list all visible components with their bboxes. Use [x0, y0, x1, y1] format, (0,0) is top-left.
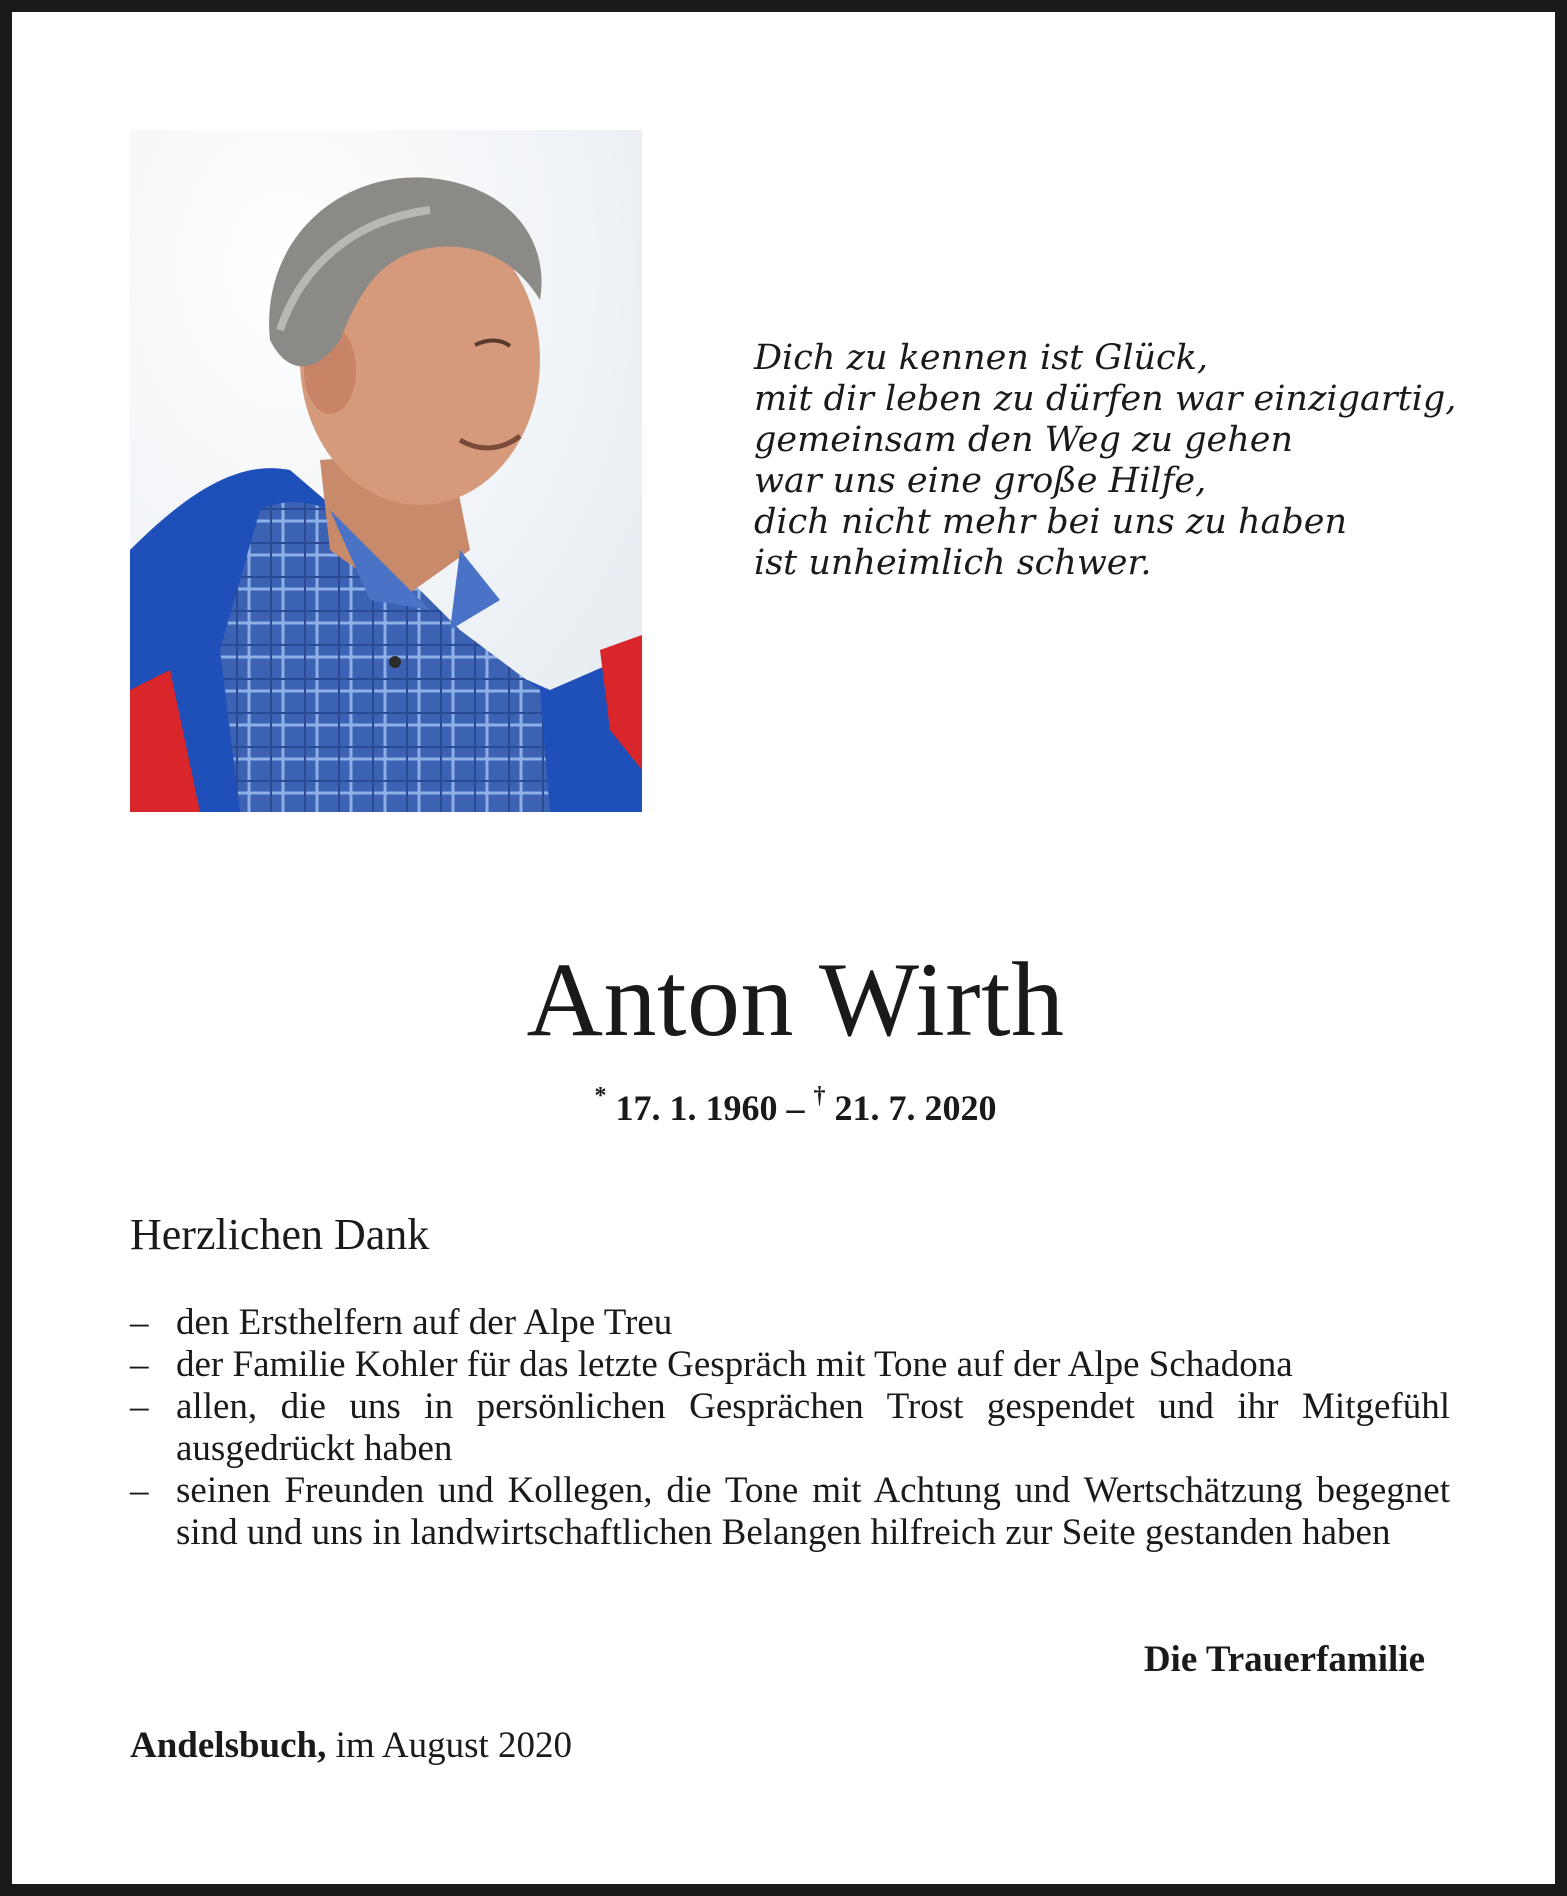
place: Andelsbuch,: [130, 1725, 327, 1766]
thanks-list: [130, 1302, 1450, 1554]
list-dash: –: [130, 1302, 149, 1343]
list-item-text: der Familie Kohler für das letzte Gespräch mit Tone auf der Alpe Schadona: [176, 1344, 1293, 1385]
list-item-text: allen, die uns in persönlichen Gesprächen Trost gespendet und ihr Mitgefühl ausgedrückt haben: [176, 1386, 1450, 1469]
list-item: [130, 1386, 1450, 1470]
death-date: 21. 7. 2020: [834, 1088, 997, 1128]
life-dates: [12, 1078, 1567, 1130]
poem-line: mit dir leben zu dürfen war einzigartig,: [754, 379, 1457, 419]
poem-line: dich nicht mehr bei uns zu haben: [754, 502, 1348, 542]
list-dash: –: [130, 1386, 149, 1427]
list-item-text: seinen Freunden und Kollegen, die Tone mit Achtung und Wertschätzung begegnet sind und uns in landwirtschaftlichen Belangen hilfreich zur Seite gestanden haben: [176, 1470, 1450, 1553]
list-item: [130, 1302, 1450, 1344]
death-symbol: †: [813, 1083, 826, 1109]
list-item: [130, 1344, 1450, 1386]
date: im August 2020: [326, 1725, 573, 1766]
poem-line: gemeinsam den Weg zu gehen: [754, 420, 1294, 460]
poem-line: war uns eine große Hilfe,: [754, 461, 1207, 501]
birth-symbol: *: [594, 1083, 607, 1109]
list-dash: –: [130, 1470, 149, 1511]
poem-line: ist unheimlich schwer.: [754, 543, 1152, 583]
deceased-name: Anton Wirth: [526, 941, 1065, 1058]
birth-date: 17. 1. 1960: [615, 1088, 778, 1128]
date-separator: –: [777, 1088, 814, 1128]
list-item: [130, 1470, 1450, 1554]
poem-line: Dich zu kennen ist Glück,: [754, 338, 1208, 378]
portrait-illustration: [130, 130, 642, 812]
portrait-photo: [130, 130, 642, 812]
thanks-heading: Herzlichen Dank: [130, 1210, 430, 1259]
place-date: [130, 1724, 572, 1768]
list-item-text: den Ersthelfern auf der Alpe Treu: [176, 1302, 673, 1343]
memorial-poem: [754, 338, 1457, 584]
list-dash: –: [130, 1344, 149, 1385]
signature: Die Trauerfamilie: [1143, 1639, 1425, 1680]
